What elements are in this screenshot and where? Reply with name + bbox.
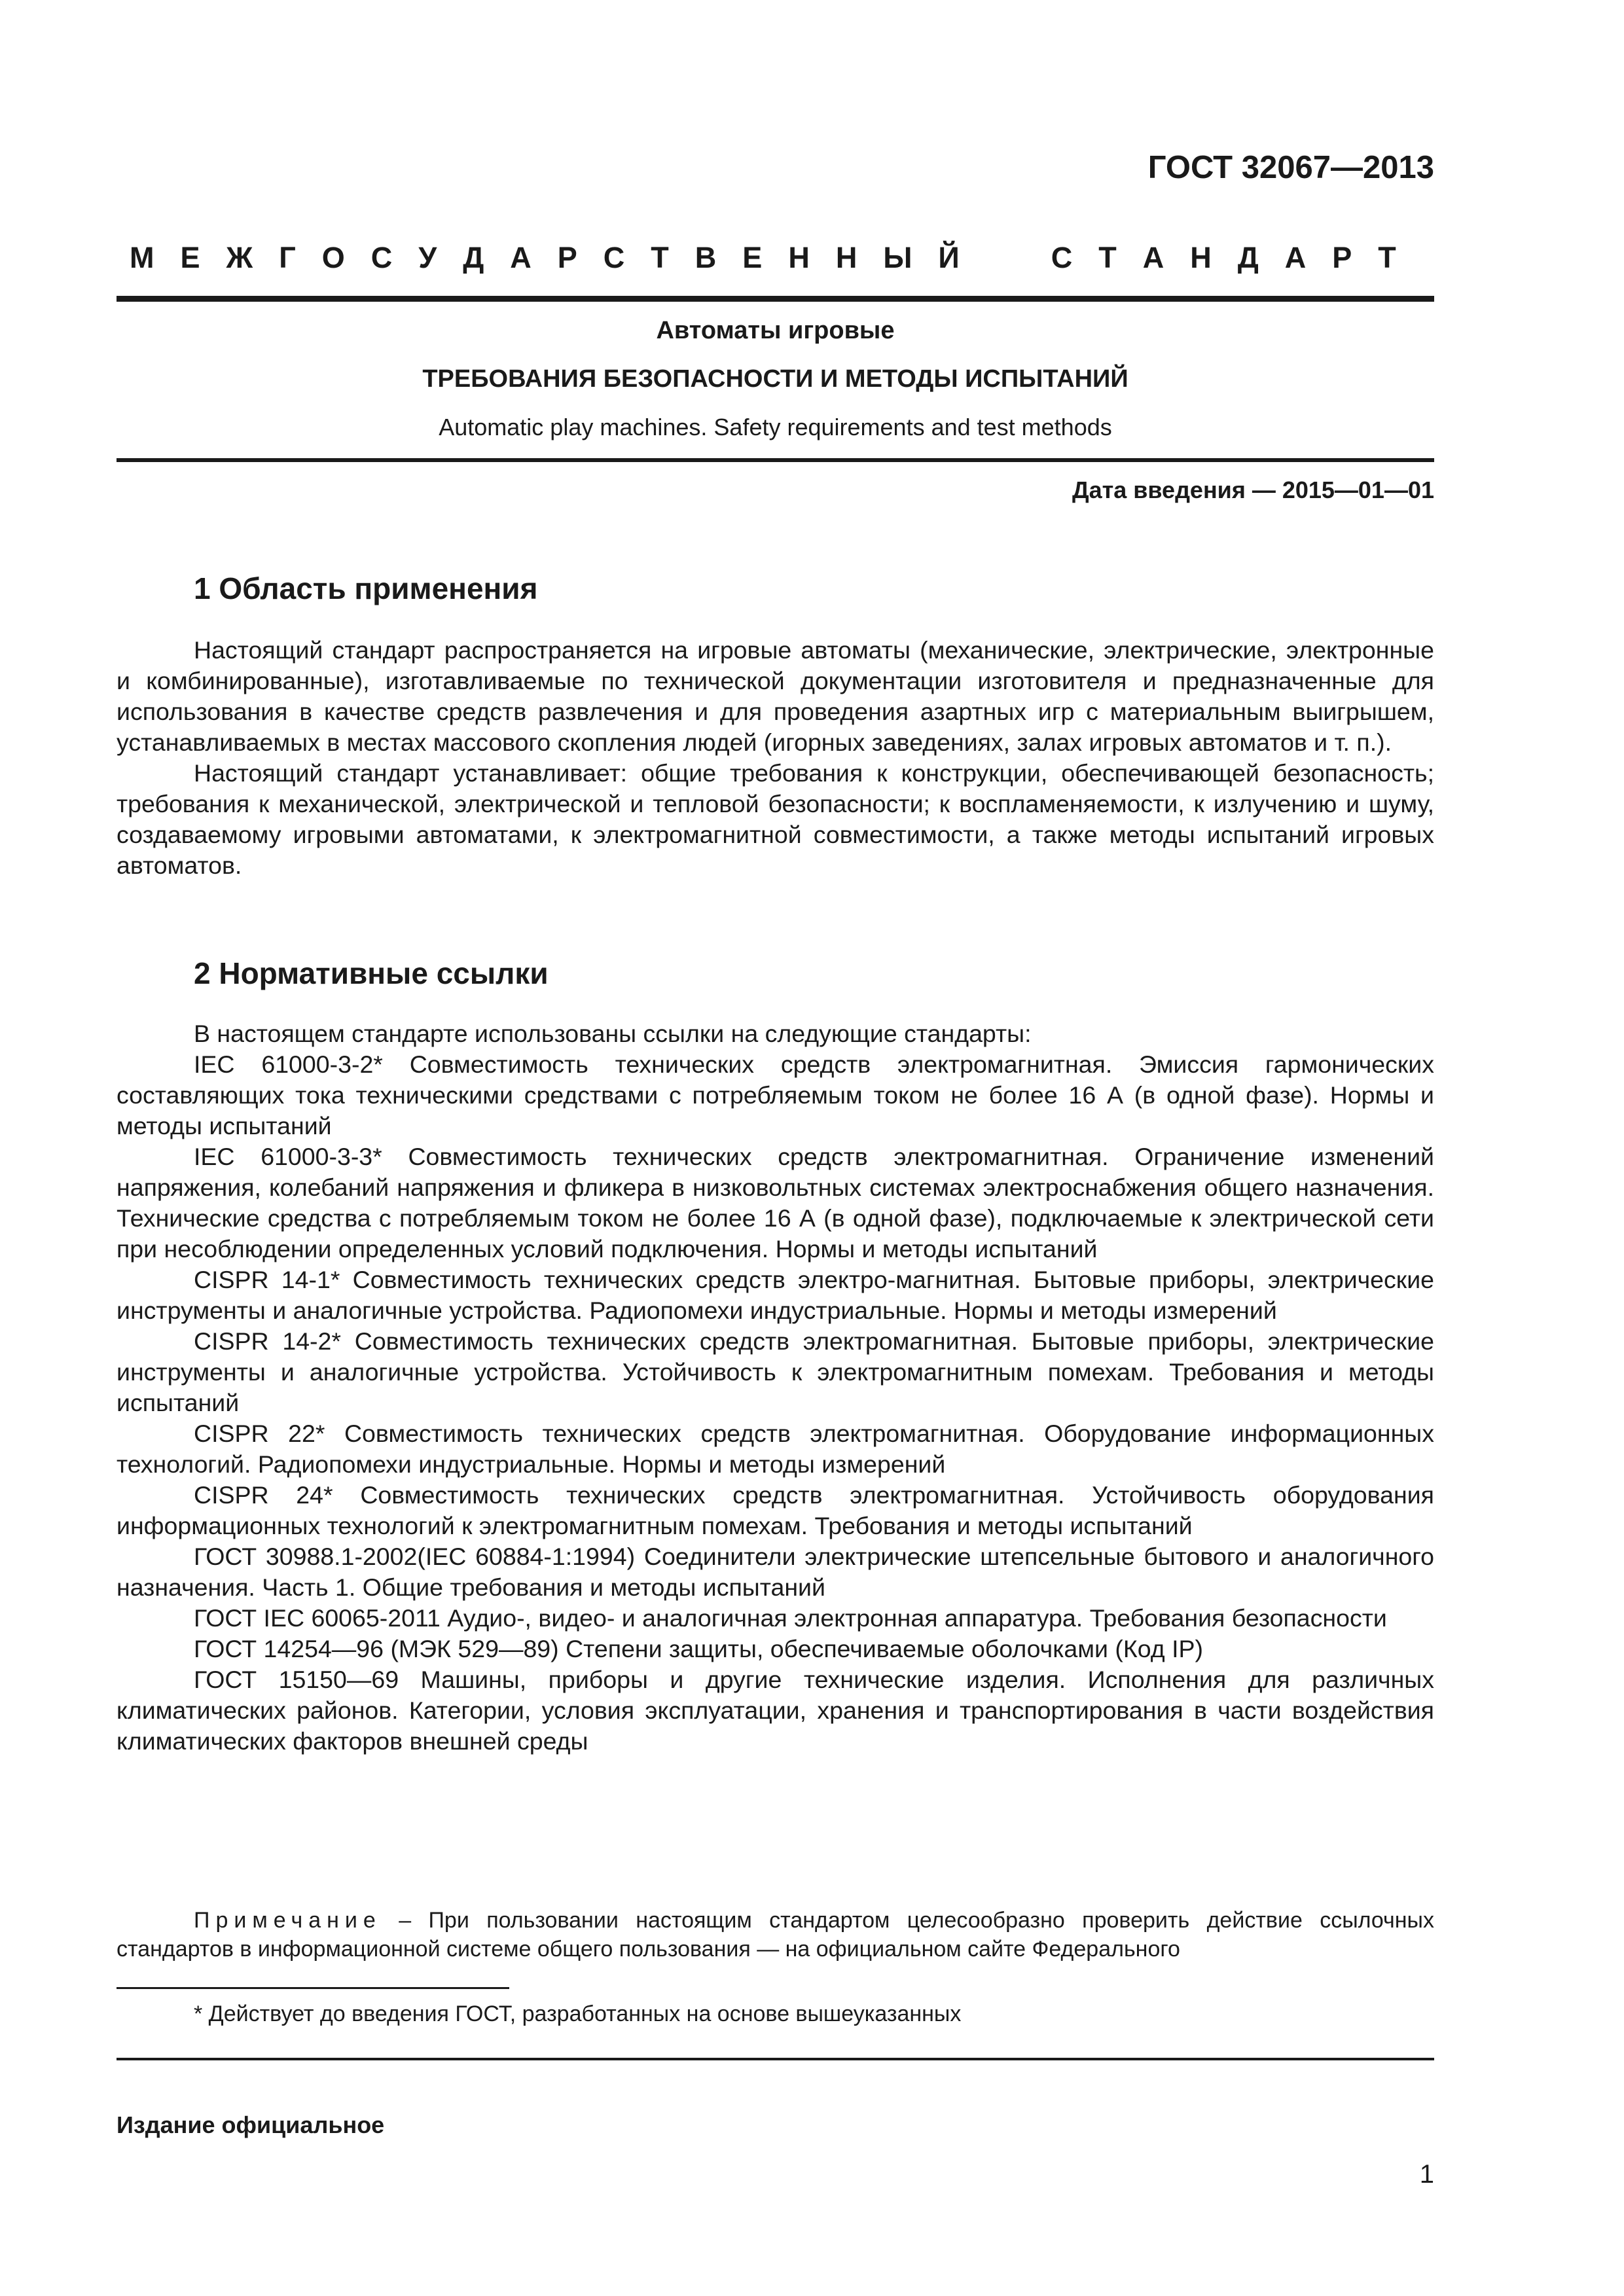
banner-letter: Р xyxy=(557,241,577,274)
section-2-body xyxy=(117,1018,1434,1757)
title-english: Automatic play machines. Safety requirements and test methods xyxy=(439,414,1112,440)
official-edition-label: Издание официальное xyxy=(117,2111,385,2138)
banner-letter: А xyxy=(1142,241,1164,274)
banner-gap xyxy=(986,241,1025,275)
banner-letter: Е xyxy=(180,241,200,274)
reference-paragraph: В настоящем стандарте использованы ссылки на следующие стандарты: xyxy=(194,1020,1032,1047)
reference-paragraph: IEC 61000-3-2* Совместимость технических средств электромагнитная. Эмиссия гармонических составляющих тока техническими средствами с потребляемым током не более 16 А (в одной фазе). Нормы и методы испытаний xyxy=(117,1050,1434,1139)
header-rule xyxy=(117,296,1434,302)
banner-letter: В xyxy=(695,241,717,274)
banner-letter: Н xyxy=(1190,241,1212,274)
banner-letter: Р xyxy=(1332,241,1352,274)
section-1-body xyxy=(117,635,1434,881)
footnote: * Действует до введения ГОСТ, разработанных на основе вышеуказанных xyxy=(194,2001,962,2026)
banner-letter: Е xyxy=(742,241,763,274)
banner-letter: Ы xyxy=(883,241,912,274)
interstate-standard-banner xyxy=(130,241,1396,275)
banner-letter: Д xyxy=(1237,241,1259,274)
banner-letter: У xyxy=(418,241,437,274)
banner-letter: Т xyxy=(651,241,669,274)
banner-letter: А xyxy=(510,241,532,274)
banner-letter: Ж xyxy=(226,241,253,274)
banner-letter: С xyxy=(1051,241,1073,274)
banner-letter: Г xyxy=(279,241,296,274)
title-rule xyxy=(117,458,1434,462)
banner-letter: Н xyxy=(788,241,810,274)
title-line-2: ТРЕБОВАНИЯ БЕЗОПАСНОСТИ И МЕТОДЫ ИСПЫТАНИЙ xyxy=(422,365,1128,393)
note-label: Примечание xyxy=(194,1908,382,1933)
footer-rule xyxy=(117,2058,1434,2060)
reference-paragraph: CISPR 22* Совместимость технических средств электромагнитная. Оборудование информационных технологий. Радиопомехи индустриальные. Нормы и методы измерений xyxy=(117,1420,1434,1478)
document-number: ГОСТ 32067—2013 xyxy=(1147,150,1434,185)
banner-letter: Й xyxy=(938,241,960,274)
reference-paragraph: ГОСТ IEC 60065-2011 Аудио-, видео- и аналогичная электронная аппаратура. Требования безопасности xyxy=(194,1604,1387,1632)
banner-letter: С xyxy=(370,241,393,274)
banner-letter: Д xyxy=(463,241,484,274)
section-1-heading: 1 Область применения xyxy=(194,571,538,605)
title-line-1: Автоматы игровые xyxy=(656,317,895,344)
section-2-heading: 2 Нормативные ссылки xyxy=(194,956,549,990)
banner-letter: Т xyxy=(1378,241,1396,274)
reference-paragraph: CISPR 14-1* Совместимость технических средств электро-магнитная. Бытовые приборы, электрические инструменты и аналогичные устройства. Радиопомехи индустриальные. Нормы и методы измерений xyxy=(117,1266,1434,1324)
section-1-paragraph: Настоящий стандарт устанавливает: общие требования к конструкции, обеспечивающей безопасность; требования к механической, электрической и тепловой безопасности; к воспламеняемости, к излучению и шуму, создаваемому игровыми автоматами, к электромагнитной совместимости, а также методы испытаний игровых автоматов. xyxy=(117,759,1434,879)
introduction-date: Дата введения — 2015—01—01 xyxy=(1072,476,1434,503)
reference-paragraph: ГОСТ 15150—69 Машины, приборы и другие технические изделия. Исполнения для различных климатических районов. Категории, условия эксплуатации, хранения и транспортирования в части воздействия климатических факторов внешней среды xyxy=(117,1666,1434,1755)
footnote-rule xyxy=(117,1987,509,1989)
page-number: 1 xyxy=(1419,2160,1434,2189)
banner-letter: О xyxy=(321,241,345,274)
banner-letter: Т xyxy=(1098,241,1117,274)
reference-paragraph: IEC 61000-3-3* Совместимость технических средств электромагнитная. Ограничение изменений напряжения, колебаний напряжения и фликера в низковольтных системах электроснабжения общего назначения. Технические средства с потребляемым током не более 16 А (в одной фазе), подключаемые к электрической сети при несоблюдении определенных условий подключения. Нормы и методы испытаний xyxy=(117,1143,1434,1263)
banner-letter: А xyxy=(1284,241,1307,274)
banner-letter: М xyxy=(130,241,154,274)
section-1-paragraph: Настоящий стандарт распространяется на игровые автоматы (механические, электрические, электронные и комбинированные), изготавливаемые по технической документации изготовителя и предназначенные для использования в качестве средств развлечения и для проведения азартных игр с материальным выигрышем, устанавливаемых в местах массового скопления людей (игорных заведениях, залах игровых автоматов и т. п.). xyxy=(117,636,1434,756)
reference-paragraph: CISPR 24* Совместимость технических средств электромагнитная. Устойчивость оборудования информационных технологий к электромагнитным помехам. Требования и методы испытаний xyxy=(117,1481,1434,1539)
reference-paragraph: ГОСТ 14254—96 (МЭК 529—89) Степени защиты, обеспечиваемые оболочками (Код IP) xyxy=(194,1635,1204,1662)
note xyxy=(117,1906,1434,1964)
banner-letter: Н xyxy=(835,241,857,274)
note-text: – При пользовании настоящим стандартом целесообразно проверить действие ссылочных стандартов в информационной системе общего пользования — на официальном сайте Федерального xyxy=(117,1908,1434,1962)
reference-paragraph: ГОСТ 30988.1-2002(IEC 60884-1:1994) Соединители электрические штепсельные бытового и аналогичного назначения. Часть 1. Общие требования и методы испытаний xyxy=(117,1543,1434,1601)
banner-letter: С xyxy=(603,241,625,274)
reference-paragraph: CISPR 14-2* Совместимость технических средств электромагнитная. Бытовые приборы, электрические инструменты и аналогичные устройства. Устойчивость к электромагнитным помехам. Требования и методы испытаний xyxy=(117,1327,1434,1416)
